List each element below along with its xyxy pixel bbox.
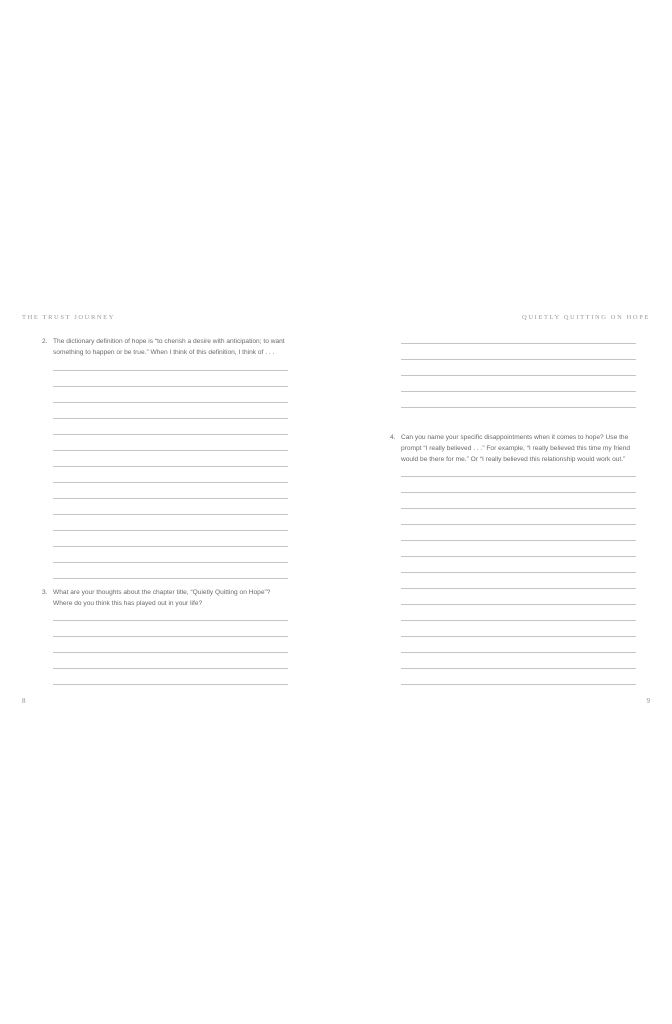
question-number: 3. bbox=[42, 589, 48, 596]
answer-line[interactable] bbox=[53, 450, 288, 451]
answer-line[interactable] bbox=[53, 514, 288, 515]
question-2 bbox=[42, 336, 289, 358]
answer-line[interactable] bbox=[401, 556, 636, 557]
answer-line[interactable] bbox=[401, 604, 636, 605]
answer-line[interactable] bbox=[53, 370, 288, 371]
answer-lines-continued[interactable] bbox=[401, 343, 636, 409]
answer-line[interactable] bbox=[53, 562, 288, 563]
answer-line[interactable] bbox=[401, 668, 636, 669]
running-head-left: THE TRUST JOURNEY bbox=[22, 314, 116, 321]
answer-line[interactable] bbox=[401, 407, 636, 408]
answer-line[interactable] bbox=[53, 684, 288, 685]
answer-line[interactable] bbox=[53, 636, 288, 637]
answer-line[interactable] bbox=[401, 620, 636, 621]
answer-line[interactable] bbox=[401, 636, 636, 637]
question-number: 4. bbox=[390, 434, 396, 441]
answer-line[interactable] bbox=[53, 386, 288, 387]
answer-lines-question-4[interactable] bbox=[401, 476, 636, 686]
answer-line[interactable] bbox=[401, 588, 636, 589]
answer-line[interactable] bbox=[53, 668, 288, 669]
answer-line[interactable] bbox=[53, 418, 288, 419]
answer-line[interactable] bbox=[53, 498, 288, 499]
question-4 bbox=[390, 432, 637, 465]
answer-line[interactable] bbox=[401, 572, 636, 573]
page-number-right: 9 bbox=[646, 697, 650, 705]
running-head-right: QUIETLY QUITTING ON HOPE bbox=[522, 314, 650, 321]
answer-line[interactable] bbox=[401, 540, 636, 541]
answer-line[interactable] bbox=[53, 620, 288, 621]
answer-line[interactable] bbox=[401, 492, 636, 493]
answer-line[interactable] bbox=[401, 652, 636, 653]
answer-line[interactable] bbox=[53, 434, 288, 435]
answer-line[interactable] bbox=[401, 375, 636, 376]
answer-line[interactable] bbox=[401, 524, 636, 525]
answer-line[interactable] bbox=[53, 402, 288, 403]
answer-line[interactable] bbox=[401, 343, 636, 344]
answer-line[interactable] bbox=[53, 482, 288, 483]
question-text: The dictionary definition of hope is “to cherish a desire with anticipation; to want something to happen or be true.” When I think of this definition, I think of . . . bbox=[53, 338, 285, 356]
answer-line[interactable] bbox=[401, 508, 636, 509]
page-number-left: 8 bbox=[22, 697, 26, 705]
question-text: Can you name your specific disappointments when it comes to hope? Use the prompt “I really believed . . .” For example, “I really believed this time my friend would be there for me.” Or “I really believed this relationship would work out.” bbox=[401, 434, 631, 463]
answer-line[interactable] bbox=[401, 391, 636, 392]
answer-lines-question-3[interactable] bbox=[53, 620, 288, 686]
question-number: 2. bbox=[42, 338, 48, 345]
answer-line[interactable] bbox=[53, 466, 288, 467]
answer-line[interactable] bbox=[53, 652, 288, 653]
answer-lines-question-2[interactable] bbox=[53, 370, 288, 580]
answer-line[interactable] bbox=[401, 684, 636, 685]
answer-line[interactable] bbox=[53, 546, 288, 547]
answer-line[interactable] bbox=[53, 530, 288, 531]
question-3 bbox=[42, 587, 289, 609]
answer-line[interactable] bbox=[401, 476, 636, 477]
answer-line[interactable] bbox=[401, 359, 636, 360]
question-text: What are your thoughts about the chapter title, “Quietly Quitting on Hope”? Where do you think this has played out in your life? bbox=[53, 589, 271, 607]
answer-line[interactable] bbox=[53, 578, 288, 579]
